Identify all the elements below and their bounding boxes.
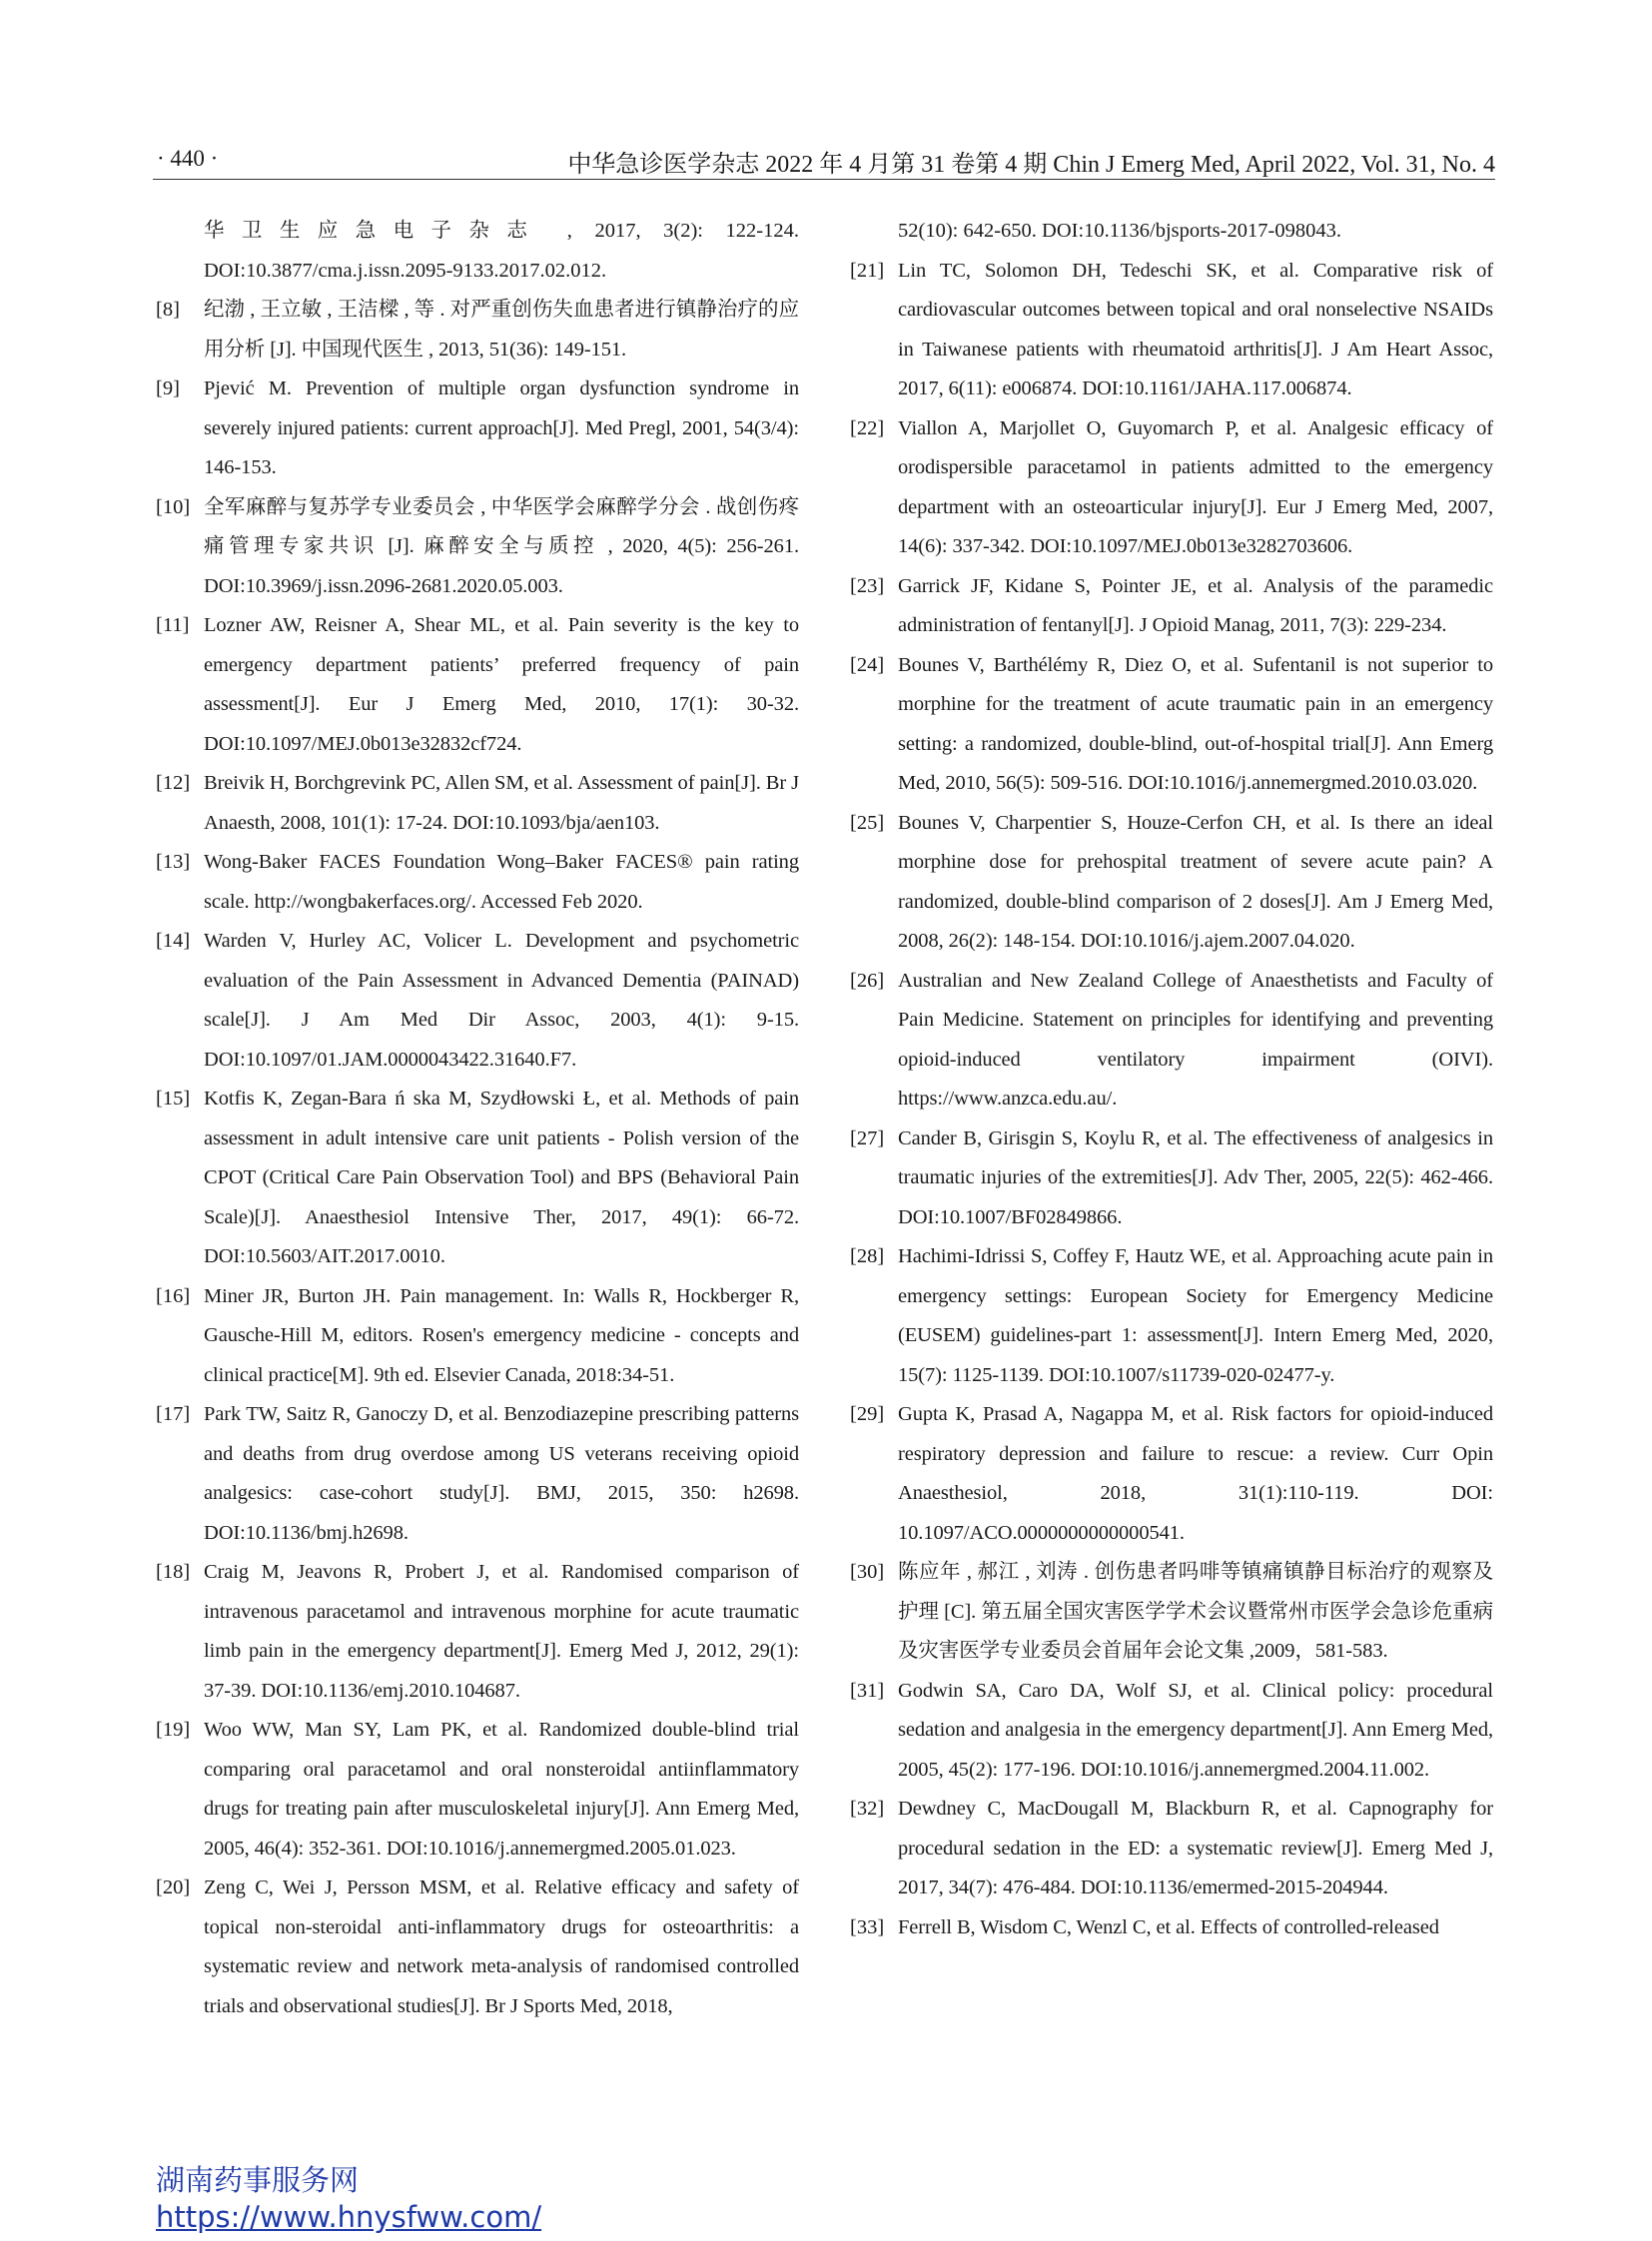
page-header (153, 138, 1495, 180)
reference-number: [23] (850, 574, 885, 597)
reference-text: Lozner AW, Reisner A, Shear ML, et al. Pain severity is the key to emergency department patients’ preferred frequency of pain assessment[J]. Eur J Emerg Med, 2010, 17(1): 30-32. DOI:10.1097/MEJ.0b013e32832cf724. (204, 614, 799, 755)
reference-number: [8] (156, 299, 180, 321)
reference-text: 纪渤 , 王立敏 , 王洁樑 , 等 . 对严重创伤失血患者进行镇静治疗的应用分析 [J]. 中国现代医生 , 2013, 51(36): 149-151. (204, 299, 799, 361)
reference-number: [30] (850, 1561, 885, 1583)
reference-number: [11] (156, 614, 190, 636)
reference-number: [12] (156, 772, 191, 794)
reference-item (156, 843, 799, 922)
reference-text: Hachimi-Idrissi S, Coffey F, Hautz WE, et al. Approaching acute pain in emergency settings: European Society for Emergency Medicine (EUSEM) guidelines-part 1: assessment[J]. Intern Emerg Med, 2020, 15(7): 1125-1139. DOI:10.1007/s11739-020-02477-y. (898, 1245, 1493, 1386)
reference-number: [29] (850, 1403, 885, 1425)
reference-number: [20] (156, 1876, 191, 1898)
reference-item (156, 1868, 799, 2026)
reference-number: [21] (850, 259, 885, 282)
reference-text: Cander B, Girisgin S, Koylu R, et al. The effectiveness of analgesics in traumatic injuries of the extremities[J]. Adv Ther, 2005, 22(5): 462-466. DOI:10.1007/BF02849866. (898, 1126, 1493, 1228)
reference-item (850, 1120, 1493, 1238)
reference-text: Woo WW, Man SY, Lam PK, et al. Randomized double-blind trial comparing oral paracetamol and oral nonsteroidal antiinflammatory drugs for treating pain after musculoskeletal injury[J]. Ann Emerg Med, 2005, 46(4): 352-361. DOI:10.1016/j.annemergmed.2005.01.023. (204, 1719, 799, 1860)
reference-text: Gupta K, Prasad A, Nagappa M, et al. Risk factors for opioid-induced respiratory depression and failure to rescue: a review. Curr Opin Anaesthesiol, 2018, 31(1):110-119. DOI: 10.1097/ACO.0000000000000541. (898, 1403, 1493, 1544)
reference-text: Wong-Baker FACES Foundation Wong–Baker FACES® pain rating scale. http://wongbakerfaces.org/. Accessed Feb 2020. (204, 851, 799, 913)
reference-number: [33] (850, 1915, 885, 1938)
reference-text: Craig M, Jeavons R, Probert J, et al. Randomised comparison of intravenous paracetamol and intravenous morphine for acute traumatic limb pain in the emergency department[J]. Emerg Med J, 2012, 29(1): 37-39. DOI:10.1136/emj.2010.104687. (204, 1561, 799, 1702)
reference-text: Pjević M. Prevention of multiple organ dysfunction syndrome in severely injured patients: current approach[J]. Med Pregl, 2001, 54(3/4): 146-153. (204, 377, 799, 478)
reference-text: Viallon A, Marjollet O, Guyomarch P, et al. Analgesic efficacy of orodispersible paracetamol in patients admitted to the emergency department with an osteoarticular injury[J]. Eur J Emerg Med, 2007, 14(6): 337-342. DOI:10.1097/MEJ.0b013e3282703606. (898, 416, 1493, 557)
reference-text: Ferrell B, Wisdom C, Wenzl C, et al. Effects of controlled-released (898, 1915, 1439, 1938)
reference-item (156, 1277, 799, 1396)
reference-text: 陈应年 , 郝江 , 刘涛 . 创伤患者吗啡等镇痛镇静目标治疗的观察及护理 [C]. 第五届全国灾害医学学术会议暨常州市医学会急诊危重病及灾害医学专业委员会首届年会论文集 ,2009，581-583. (898, 1561, 1493, 1662)
reference-number: [17] (156, 1403, 191, 1425)
page-number: · 440 · (157, 146, 219, 171)
reference-item (850, 1908, 1493, 1948)
reference-text: Bounes V, Barthélémy R, Diez O, et al. Sufentanil is not superior to morphine for the treatment of acute traumatic pain in an emergency setting: a randomized, double-blind, out-of-hospital trial[J]. Ann Emerg Med, 2010, 56(5): 509-516. DOI:10.1016/j.annemergmed.2010.03.020. (898, 653, 1493, 794)
reference-column-right (850, 212, 1493, 1947)
reference-item (850, 1790, 1493, 1908)
reference-continuation: 52(10): 642-650. DOI:10.1136/bjsports-2017-098043. (898, 220, 1341, 242)
reference-item (850, 1672, 1493, 1791)
reference-item (156, 1553, 799, 1711)
reference-text: Zeng C, Wei J, Persson MSM, et al. Relative efficacy and safety of topical non-steroidal anti-inflammatory drugs for osteoarthritis: a systematic review and network meta-analysis of randomised controlled trials and observational studies[J]. Br J Sports Med, 2018, (204, 1876, 799, 2017)
reference-text: Australian and New Zealand College of Anaesthetists and Faculty of Pain Medicine. Statement on principles for identifying and preventing opioid-induced ventilatory impairment (OIVI). https://www.anzca.edu.au/. (898, 969, 1493, 1110)
reference-item (850, 252, 1493, 409)
reference-number: [9] (156, 377, 180, 399)
reference-item (850, 409, 1493, 567)
reference-item (156, 1395, 799, 1553)
reference-column-left (156, 212, 799, 2026)
reference-number: [31] (850, 1679, 885, 1702)
reference-text: Miner JR, Burton JH. Pain management. In: Walls R, Hockberger R, Gausche-Hill M, editors. Rosen's emergency medicine - concepts and clinical practice[M]. 9th ed. Elsevier Canada, 2018:34-51. (204, 1284, 799, 1386)
reference-item (156, 1711, 799, 1868)
watermark (156, 2161, 541, 2235)
reference-continuation: 华卫生应急电子杂志 , 2017, 3(2): 122-124. DOI:10.3877/cma.j.issn.2095-9133.2017.02.012. (204, 220, 799, 282)
reference-text: Bounes V, Charpentier S, Houze-Cerfon CH, et al. Is there an ideal morphine dose for prehospital treatment of severe acute pain? A randomized, double-blind comparison of 2 doses[J]. Am J Emerg Med, 2008, 26(2): 148-154. DOI:10.1016/j.ajem.2007.04.020. (898, 811, 1493, 952)
watermark-url-link[interactable]: https://www.hnysfww.com/ (156, 2200, 542, 2234)
reference-text: Garrick JF, Kidane S, Pointer JE, et al. Analysis of the paramedic administration of fentanyl[J]. J Opioid Manag, 2011, 7(3): 229-234. (898, 574, 1493, 636)
reference-item (156, 291, 799, 370)
reference-item (850, 804, 1493, 962)
reference-number: [28] (850, 1245, 885, 1267)
reference-number: [18] (156, 1561, 191, 1583)
reference-number: [32] (850, 1798, 885, 1820)
reference-number: [25] (850, 811, 885, 834)
reference-number: [10] (156, 495, 191, 518)
reference-number: [24] (850, 653, 885, 676)
reference-text: Godwin SA, Caro DA, Wolf SJ, et al. Clinical policy: procedural sedation and analgesia in the emergency department[J]. Ann Emerg Med, 2005, 45(2): 177-196. DOI:10.1016/j.annemergmed.2004.11.002. (898, 1679, 1493, 1781)
reference-list-right (850, 252, 1493, 1948)
reference-text: Park TW, Saitz R, Ganoczy D, et al. Benzodiazepine prescribing patterns and deaths from drug overdose among US veterans receiving opioid analgesics: case-cohort study[J]. BMJ, 2015, 350: h2698. DOI:10.1136/bmj.h2698. (204, 1403, 799, 1544)
reference-text: 全军麻醉与复苏学专业委员会 , 中华医学会麻醉学分会 . 战创伤疼痛管理专家共识 [J]. 麻醉安全与质控 , 2020, 4(5): 256-261. DOI:10.3969/j.issn.2096-2681.2020.05.003. (204, 495, 799, 597)
reference-item (156, 606, 799, 764)
reference-text: Breivik H, Borchgrevink PC, Allen SM, et al. Assessment of pain[J]. Br J Anaesth, 2008, 101(1): 17-24. DOI:10.1093/bja/aen103. (204, 772, 799, 834)
reference-number: [22] (850, 416, 885, 439)
reference-item (156, 1080, 799, 1277)
reference-item (850, 567, 1493, 646)
reference-item (850, 646, 1493, 804)
reference-item (156, 370, 799, 488)
reference-item (156, 488, 799, 607)
reference-number: [19] (156, 1719, 191, 1741)
reference-number: [13] (156, 851, 191, 873)
journal-running-title: 中华急诊医学杂志 2022 年 4 月第 31 卷第 4 期 Chin J Emerg Med, April 2022, Vol. 31, No. 4 (567, 152, 1495, 178)
reference-list-left (156, 291, 799, 2026)
reference-item (156, 764, 799, 843)
reference-text: Dewdney C, MacDougall M, Blackburn R, et al. Capnography for procedural sedation in the ED: a systematic review[J]. Emerg Med J, 2017, 34(7): 476-484. DOI:10.1136/emermed-2015-204944. (898, 1798, 1493, 1898)
reference-number: [27] (850, 1126, 885, 1149)
reference-number: [14] (156, 930, 191, 952)
reference-text: Kotfis K, Zegan-Bara ń ska M, Szydłowski Ł, et al. Methods of pain assessment in adult intensive care unit patients - Polish version of the CPOT (Critical Care Pain Observation Tool) and BPS (Behavioral Pain Scale)[J]. Anaesthesiol Intensive Ther, 2017, 49(1): 66-72. DOI:10.5603/AIT.2017.0010. (204, 1088, 799, 1267)
reference-item (156, 922, 799, 1080)
reference-item (850, 1553, 1493, 1672)
reference-item (850, 1395, 1493, 1553)
reference-text: Lin TC, Solomon DH, Tedeschi SK, et al. Comparative risk of cardiovascular outcomes between topical and oral nonselective NSAIDs in Taiwanese patients with rheumatoid arthritis[J]. J Am Heart Assoc, 2017, 6(11): e006874. DOI:10.1161/JAHA.117.006874. (898, 259, 1493, 399)
reference-text: Warden V, Hurley AC, Volicer L. Development and psychometric evaluation of the Pain Assessment in Advanced Dementia (PAINAD) scale[J]. J Am Med Dir Assoc, 2003, 4(1): 9-15. DOI:10.1097/01.JAM.0000043422.31640.F7. (204, 930, 799, 1071)
reference-number: [15] (156, 1088, 191, 1110)
reference-number: [16] (156, 1284, 191, 1307)
reference-item (850, 962, 1493, 1120)
reference-item (850, 1237, 1493, 1395)
reference-number: [26] (850, 969, 885, 992)
watermark-site-name: 湖南药事服务网 (156, 2163, 360, 2197)
